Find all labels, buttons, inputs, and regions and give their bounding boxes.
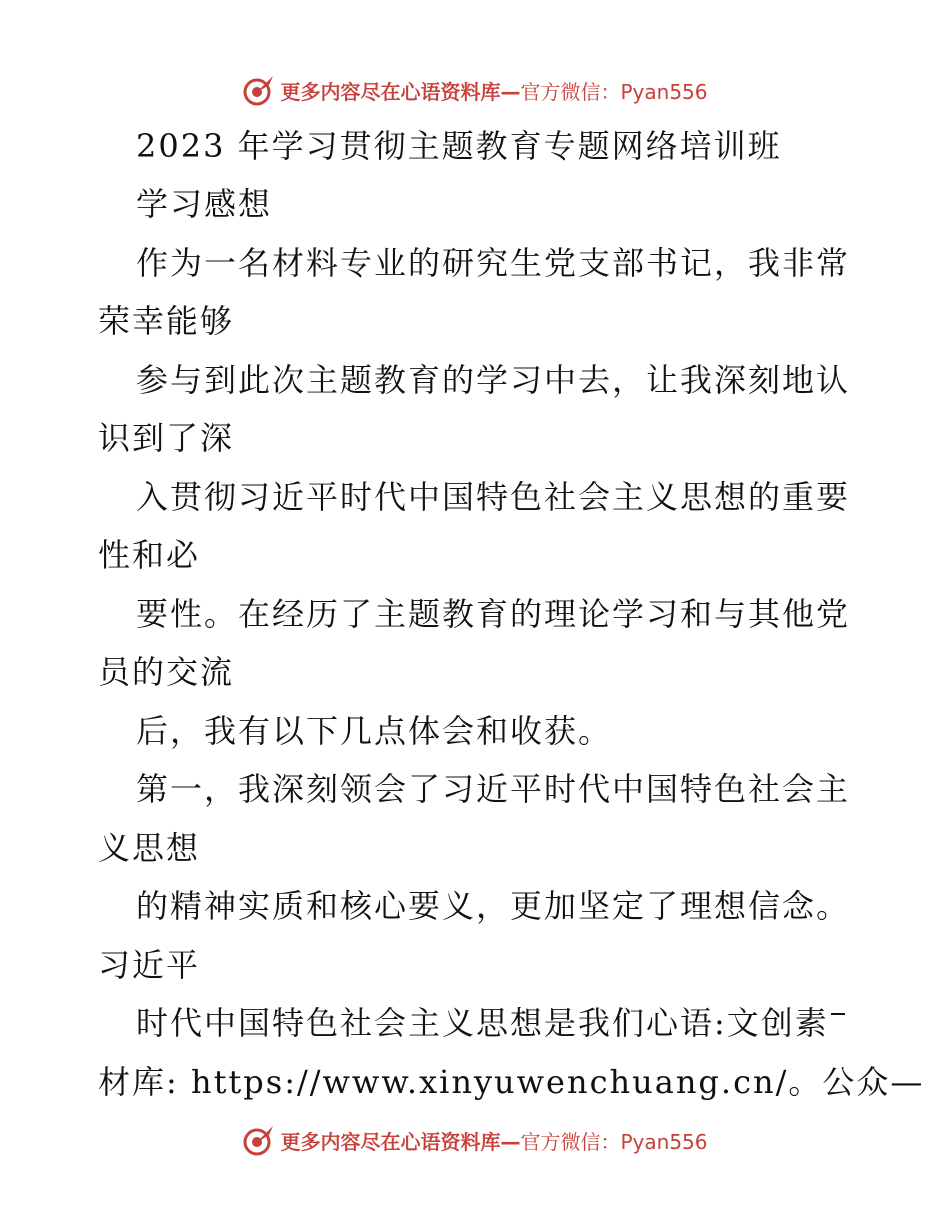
watermark-text: 更多内容尽在心语资料库—官方微信：Pyan556 xyxy=(280,79,708,104)
paragraph-line: 的精神实质和核心要义，更加坚定了理想信念。 xyxy=(136,887,851,925)
paragraph-line: 材库: https://www.xinyuwenchuang.cn/。公众— xyxy=(98,1063,925,1101)
document-title-line2: 学习感想 xyxy=(136,185,273,223)
paragraph-line: 参与到此次主题教育的学习中去，让我深刻地认 xyxy=(136,361,851,399)
paragraph-line: 作为一名材料专业的研究生党支部书记，我非常 xyxy=(136,244,851,282)
paragraph-line: 习近平 xyxy=(98,946,201,984)
paragraph-line-text: 时代中国特色社会主义思想是我们心语:文创素 xyxy=(136,1004,829,1042)
paragraph-line: 性和必 xyxy=(98,536,201,574)
quill-logo-icon xyxy=(242,1123,276,1157)
paragraph-line: 入贯彻习近平时代中国特色社会主义思想的重要 xyxy=(136,478,851,516)
watermark-banner-bottom xyxy=(0,1120,950,1160)
document-title-line1: 2023 年学习贯彻主题教育专题网络培训班 xyxy=(136,127,782,165)
paragraph-line: 要性。在经历了主题教育的理论学习和与其他党 xyxy=(136,595,851,633)
paragraph-line: 第一，我深刻领会了习近平时代中国特色社会主 xyxy=(136,770,851,808)
paragraph-line: 员的交流 xyxy=(98,653,235,691)
overline-mark xyxy=(831,1013,845,1029)
paragraph-line: 后，我有以下几点体会和收获。 xyxy=(136,712,613,750)
watermark-text: 更多内容尽在心语资料库—官方微信：Pyan556 xyxy=(280,1129,708,1154)
paragraph-line: 荣幸能够 xyxy=(98,302,235,340)
paragraph-line: 义思想 xyxy=(98,829,201,867)
paragraph-line-with-mark xyxy=(0,1003,950,1043)
paragraph-line: 识到了深 xyxy=(98,419,235,457)
